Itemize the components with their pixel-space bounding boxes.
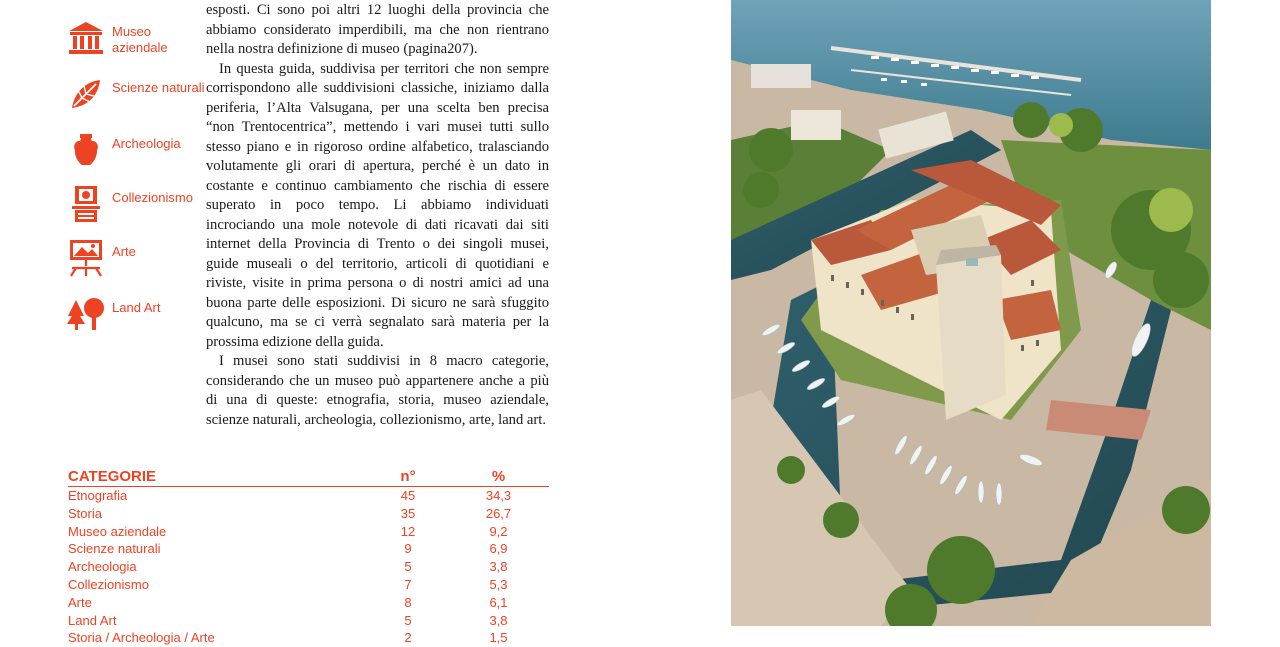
- photo-illustration: [731, 0, 1211, 626]
- table-row: [68, 612, 549, 630]
- legend-label: Scienze naturali: [112, 80, 205, 95]
- legend-label: Museo aziendale: [112, 24, 168, 55]
- table-row: [68, 523, 549, 541]
- museum-building-icon: [66, 18, 106, 58]
- cell-percent: 3,8: [489, 559, 508, 575]
- cell-percent: 6,9: [489, 541, 508, 557]
- legend-label: Arte: [112, 244, 136, 259]
- cell-category: Arte: [68, 594, 92, 610]
- categories-table: [68, 467, 549, 647]
- cell-count: 12: [400, 523, 416, 539]
- cell-count: 8: [404, 594, 412, 610]
- cell-percent: 9,2: [489, 523, 508, 539]
- paragraph: I musei sono stati suddivisi in 8 macro categorie, considerando che un museo può appartenere anche a più di una di queste: etnografia, storia, museo aziendale, scienze naturali, archeologia, collezionismo, arte, land art.: [206, 353, 549, 428]
- cell-percent: 5,3: [489, 576, 508, 592]
- cell-percent: 1,5: [489, 630, 508, 646]
- cell-category: Storia: [68, 505, 102, 521]
- cell-count: 9: [404, 541, 412, 557]
- cell-count: 35: [400, 505, 416, 521]
- header-categorie: CATEGORIE: [68, 467, 368, 487]
- cell-count: 45: [400, 488, 416, 503]
- cell-percent: 6,1: [489, 594, 508, 610]
- leaf-icon: [66, 74, 106, 114]
- table-row: [68, 505, 549, 523]
- table-row: [68, 629, 549, 647]
- castle-aerial-photo: [731, 0, 1211, 626]
- header-count: n°: [368, 467, 448, 487]
- easel-painting-icon: [66, 238, 106, 278]
- cell-count: 5: [404, 612, 412, 628]
- trees-icon: [66, 294, 106, 334]
- body-text: [206, 0, 549, 430]
- cell-count: 2: [404, 630, 412, 646]
- cell-category: Scienze naturali: [68, 541, 161, 557]
- legend-item-collezionismo: [66, 184, 206, 228]
- cell-category: Land Art: [68, 612, 117, 628]
- legend-item-arte: [66, 238, 206, 282]
- table-row: [68, 594, 549, 612]
- table-row: [68, 540, 549, 558]
- legend-item-archeologia: [66, 130, 206, 174]
- legend-label: Collezionismo: [112, 190, 193, 205]
- table-row: [68, 558, 549, 576]
- cell-category: Collezionismo: [68, 576, 149, 592]
- cell-percent: 26,7: [485, 505, 512, 521]
- cell-category: Storia / Archeologia / Arte: [68, 630, 215, 646]
- cell-category: Museo aziendale: [68, 523, 167, 539]
- amphora-icon: [66, 130, 106, 170]
- header-percent: %: [448, 467, 549, 487]
- legend-label: Land Art: [112, 300, 161, 315]
- paragraph: In questa guida, suddivisa per territori che non sempre corrispondono alle suddivisioni classiche, iniziamo dalla periferia, l’Alta Valsugana, per una scelta ben precisa “non Trentocentrica”, mettendo i vari musei tutti sullo stesso piano e in rigoroso ordine alfabetico, tralasciando volutamente gli orari di apertura, perché è un dato in costante e continuo cambiamento che rischia di essere superato in poco tempo. Li abbiamo individuati incrociando una mole notevole di dati ricavati dai siti internet della Provincia di Trento o dei singoli musei, guide museali o del territorio, articoli di quotidiani e riviste, visite in prima persona o di nostri amici ad una buona parte delle esposizioni. Di sicuro ne sarà sfuggito qualcuno, ma se ci verrà segnalato sarà materia per la prossima edizione della guida.: [206, 60, 549, 350]
- table-row: [68, 576, 549, 594]
- cell-percent: 34,3: [485, 488, 512, 503]
- legend-item-land-art: [66, 294, 206, 338]
- legend-label: Archeologia: [112, 136, 181, 151]
- cell-category: Etnografia: [68, 488, 128, 503]
- cell-count: 7: [404, 576, 412, 592]
- legend-item-museo-aziendale: [66, 18, 206, 62]
- cell-count: 5: [404, 559, 412, 575]
- collection-cabinet-icon: [66, 184, 106, 224]
- cell-percent: 3,8: [489, 612, 508, 628]
- table-header-row: [68, 467, 549, 487]
- paragraph: esposti. Ci sono poi altri 12 luoghi della provincia che abbiamo considerato imperdibili, ma che non rientrano nella nostra definizione di museo (pagina207).: [206, 2, 549, 57]
- legend-item-scienze-naturali: [66, 74, 206, 118]
- cell-category: Archeologia: [68, 559, 137, 575]
- table-row: [68, 487, 549, 505]
